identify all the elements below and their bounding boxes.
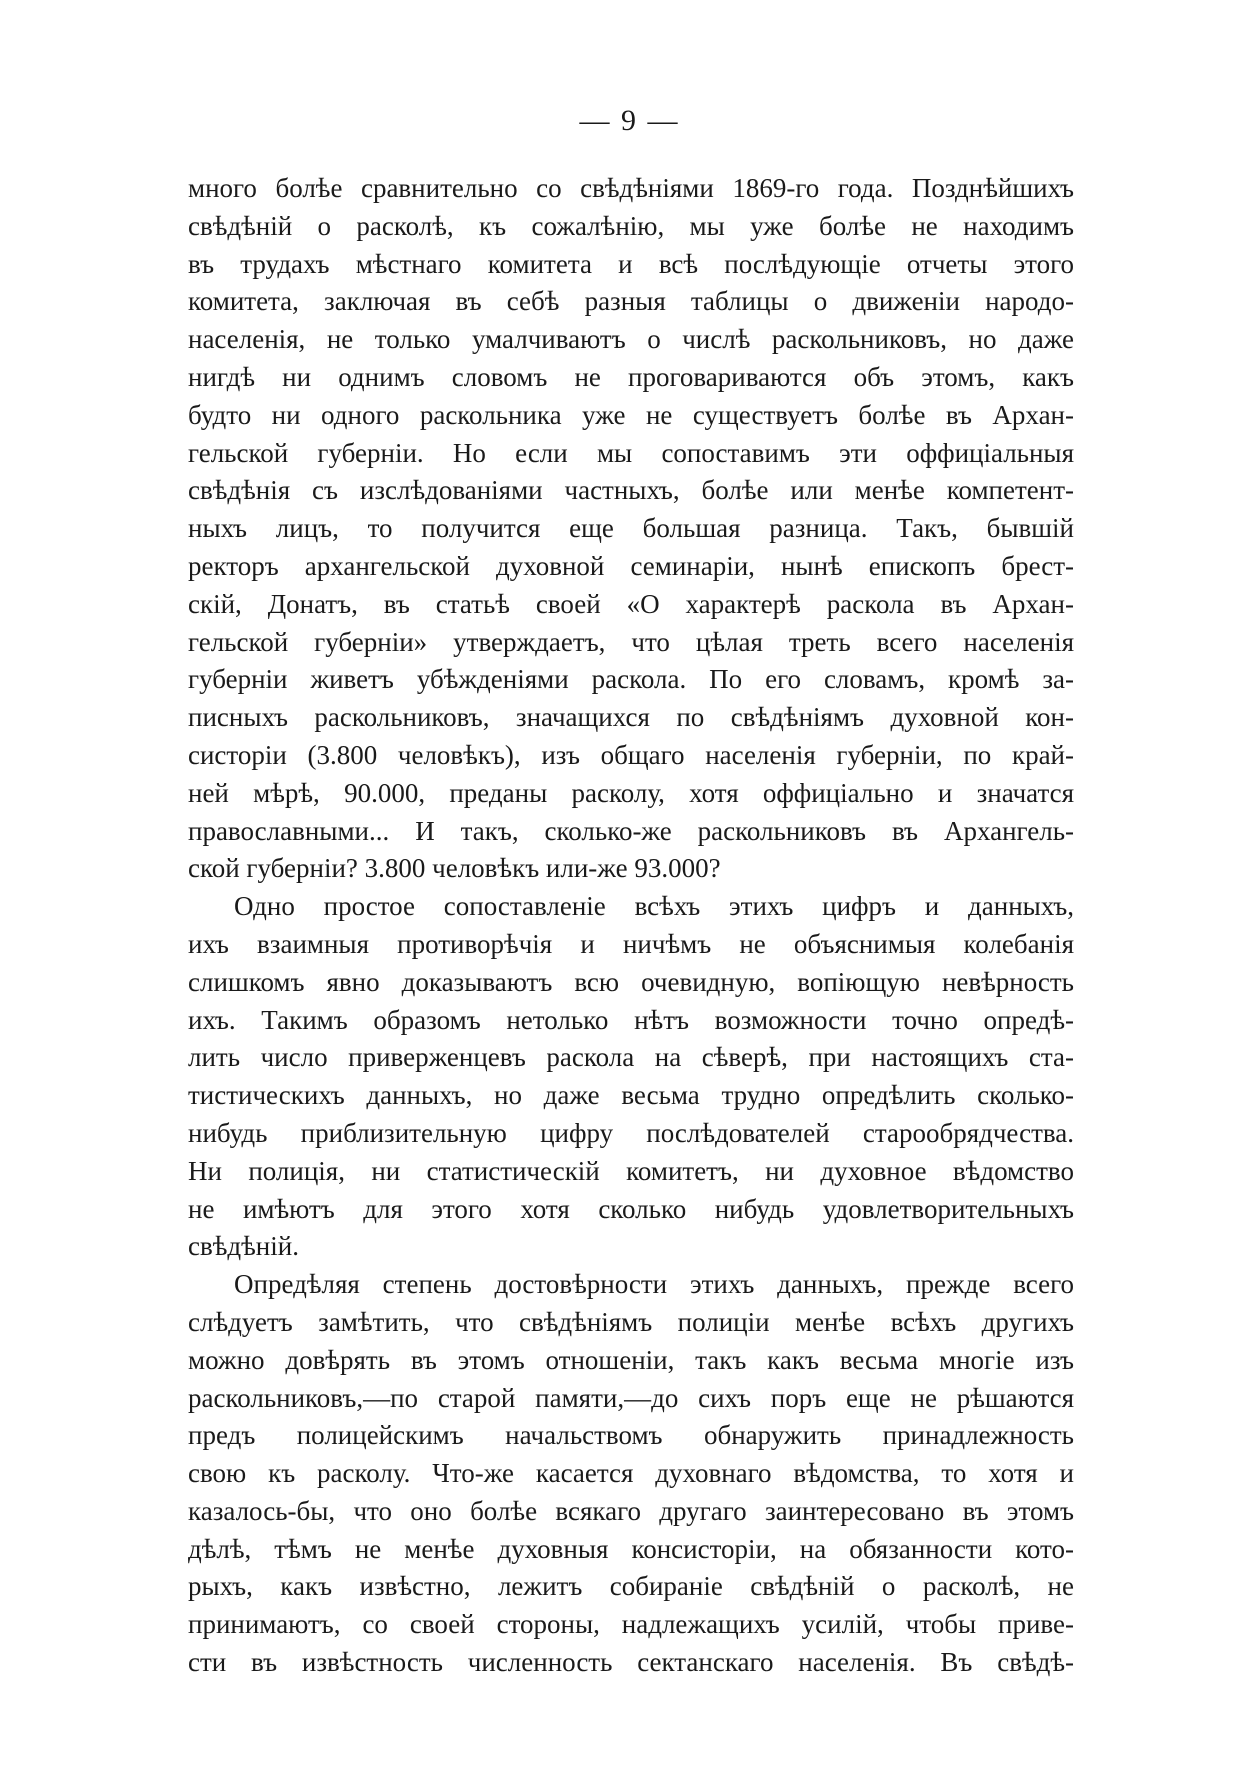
text-line: лить число приверженцевъ раскола на сѣверѣ, при настоящихъ ста- bbox=[188, 1042, 1074, 1073]
text-line: систоріи (3.800 человѣкъ), изъ общаго населенія губерніи, по край- bbox=[188, 739, 1074, 770]
text-line: свѣдѣнія съ изслѣдованіями частныхъ, болѣе или менѣе компетент- bbox=[188, 475, 1074, 506]
paragraph-3 bbox=[188, 1266, 1074, 1682]
text-line: ихъ. Такимъ образомъ нетолько нѣтъ возможности точно опредѣ- bbox=[188, 1004, 1074, 1035]
text-line: сти въ извѣстность численность сектанскаго населенія. Въ свѣдѣ- bbox=[188, 1647, 1074, 1678]
text-line: скій, Донатъ, въ статьѣ своей «О характерѣ раскола въ Архан- bbox=[188, 588, 1074, 619]
text-line: нигдѣ ни однимъ словомъ не проговариваются объ этомъ, какъ bbox=[188, 361, 1074, 392]
text-line: гельской губерніи. Но если мы сопоставимъ эти оффиціальныя bbox=[188, 437, 1074, 468]
text-line: предъ полицейскимъ начальствомъ обнаружить принадлежность bbox=[188, 1420, 1074, 1451]
page-number: — 9 — bbox=[579, 104, 680, 137]
text-line: Опредѣляя степень достовѣрности этихъ данныхъ, прежде всего bbox=[234, 1269, 1074, 1300]
text-line: Ни полиція, ни статистическій комитетъ, ни духовное вѣдомство bbox=[188, 1155, 1074, 1186]
text-line: раскольниковъ,—по старой памяти,—до сихъ поръ еще не рѣшаются bbox=[188, 1382, 1074, 1413]
text-line: рыхъ, какъ извѣстно, лежитъ собираніе свѣдѣній о расколѣ, не bbox=[188, 1571, 1074, 1602]
text-line: дѣлѣ, тѣмъ не менѣе духовныя консисторіи, на обязанности кото- bbox=[188, 1533, 1074, 1564]
text-line: принимаютъ, со своей стороны, надлежащихъ усилій, чтобы приве- bbox=[188, 1609, 1074, 1640]
text-line: свѣдѣній. bbox=[188, 1231, 299, 1262]
paragraph-1 bbox=[188, 170, 1074, 888]
text-line: будто ни одного раскольника уже не существуетъ болѣе въ Архан- bbox=[188, 399, 1074, 430]
text-line: ской губерніи? 3.800 человѣкъ или-же 93.000? bbox=[188, 853, 721, 884]
text-line: ныхъ лицъ, то получится еще большая разница. Такъ, бывшій bbox=[188, 513, 1074, 544]
text-line: нибудь приблизительную цифру послѣдователей старообрядчества. bbox=[188, 1117, 1074, 1148]
text-line: слѣдуетъ замѣтить, что свѣдѣніямъ полиціи менѣе всѣхъ другихъ bbox=[188, 1306, 1074, 1337]
text-line: православными... И такъ, сколько-же раскольниковъ въ Архангель- bbox=[188, 815, 1074, 846]
text-line: комитета, заключая въ себѣ разныя таблицы о движеніи народо- bbox=[188, 286, 1074, 317]
text-line: много болѣе сравнительно со свѣдѣніями 1869-го года. Позднѣйшихъ bbox=[188, 173, 1074, 203]
text-line: ректоръ архангельской духовной семинаріи, нынѣ епископъ брест- bbox=[188, 550, 1074, 581]
text-line: ихъ взаимныя противорѣчія и ничѣмъ не объяснимыя колебанія bbox=[188, 928, 1074, 959]
text-line: слишкомъ явно доказываютъ всю очевидную, вопіющую невѣрность bbox=[188, 966, 1074, 997]
text-line: не имѣютъ для этого хотя сколько нибудь удовлетворительныхъ bbox=[188, 1193, 1074, 1224]
text-line: ней мѣрѣ, 90.000, преданы расколу, хотя оффиціально и значатся bbox=[188, 777, 1074, 808]
paragraph-2 bbox=[188, 888, 1074, 1266]
text-line: губерніи живетъ убѣжденіями раскола. По его словамъ, кромѣ за- bbox=[188, 664, 1074, 695]
text-line: Одно простое сопоставленіе всѣхъ этихъ цифръ и данныхъ, bbox=[234, 891, 1074, 922]
text-line: населенія, не только умалчиваютъ о числѣ раскольниковъ, но даже bbox=[188, 324, 1074, 355]
text-line: въ трудахъ мѣстнаго комитета и всѣ послѣдующіе отчеты этого bbox=[188, 248, 1074, 279]
text-line: можно довѣрять въ этомъ отношеніи, такъ какъ весьма многіе изъ bbox=[188, 1344, 1074, 1375]
text-line: свѣдѣній о расколѣ, къ сожалѣнію, мы уже болѣе не находимъ bbox=[188, 210, 1074, 241]
text-line: гельской губерніи» утверждаетъ, что цѣлая треть всего населенія bbox=[188, 626, 1074, 657]
text-line: свою къ расколу. Что-же касается духовнаго вѣдомства, то хотя и bbox=[188, 1458, 1074, 1489]
text-line: писныхъ раскольниковъ, значащихся по свѣдѣніямъ духовной кон- bbox=[188, 702, 1074, 733]
body-text bbox=[188, 170, 1074, 1682]
text-line: казалось-бы, что оно болѣе всякаго другаго заинтересовано въ этомъ bbox=[188, 1495, 1074, 1526]
text-line: тистическихъ данныхъ, но даже весьма трудно опредѣлить сколько- bbox=[188, 1080, 1074, 1111]
